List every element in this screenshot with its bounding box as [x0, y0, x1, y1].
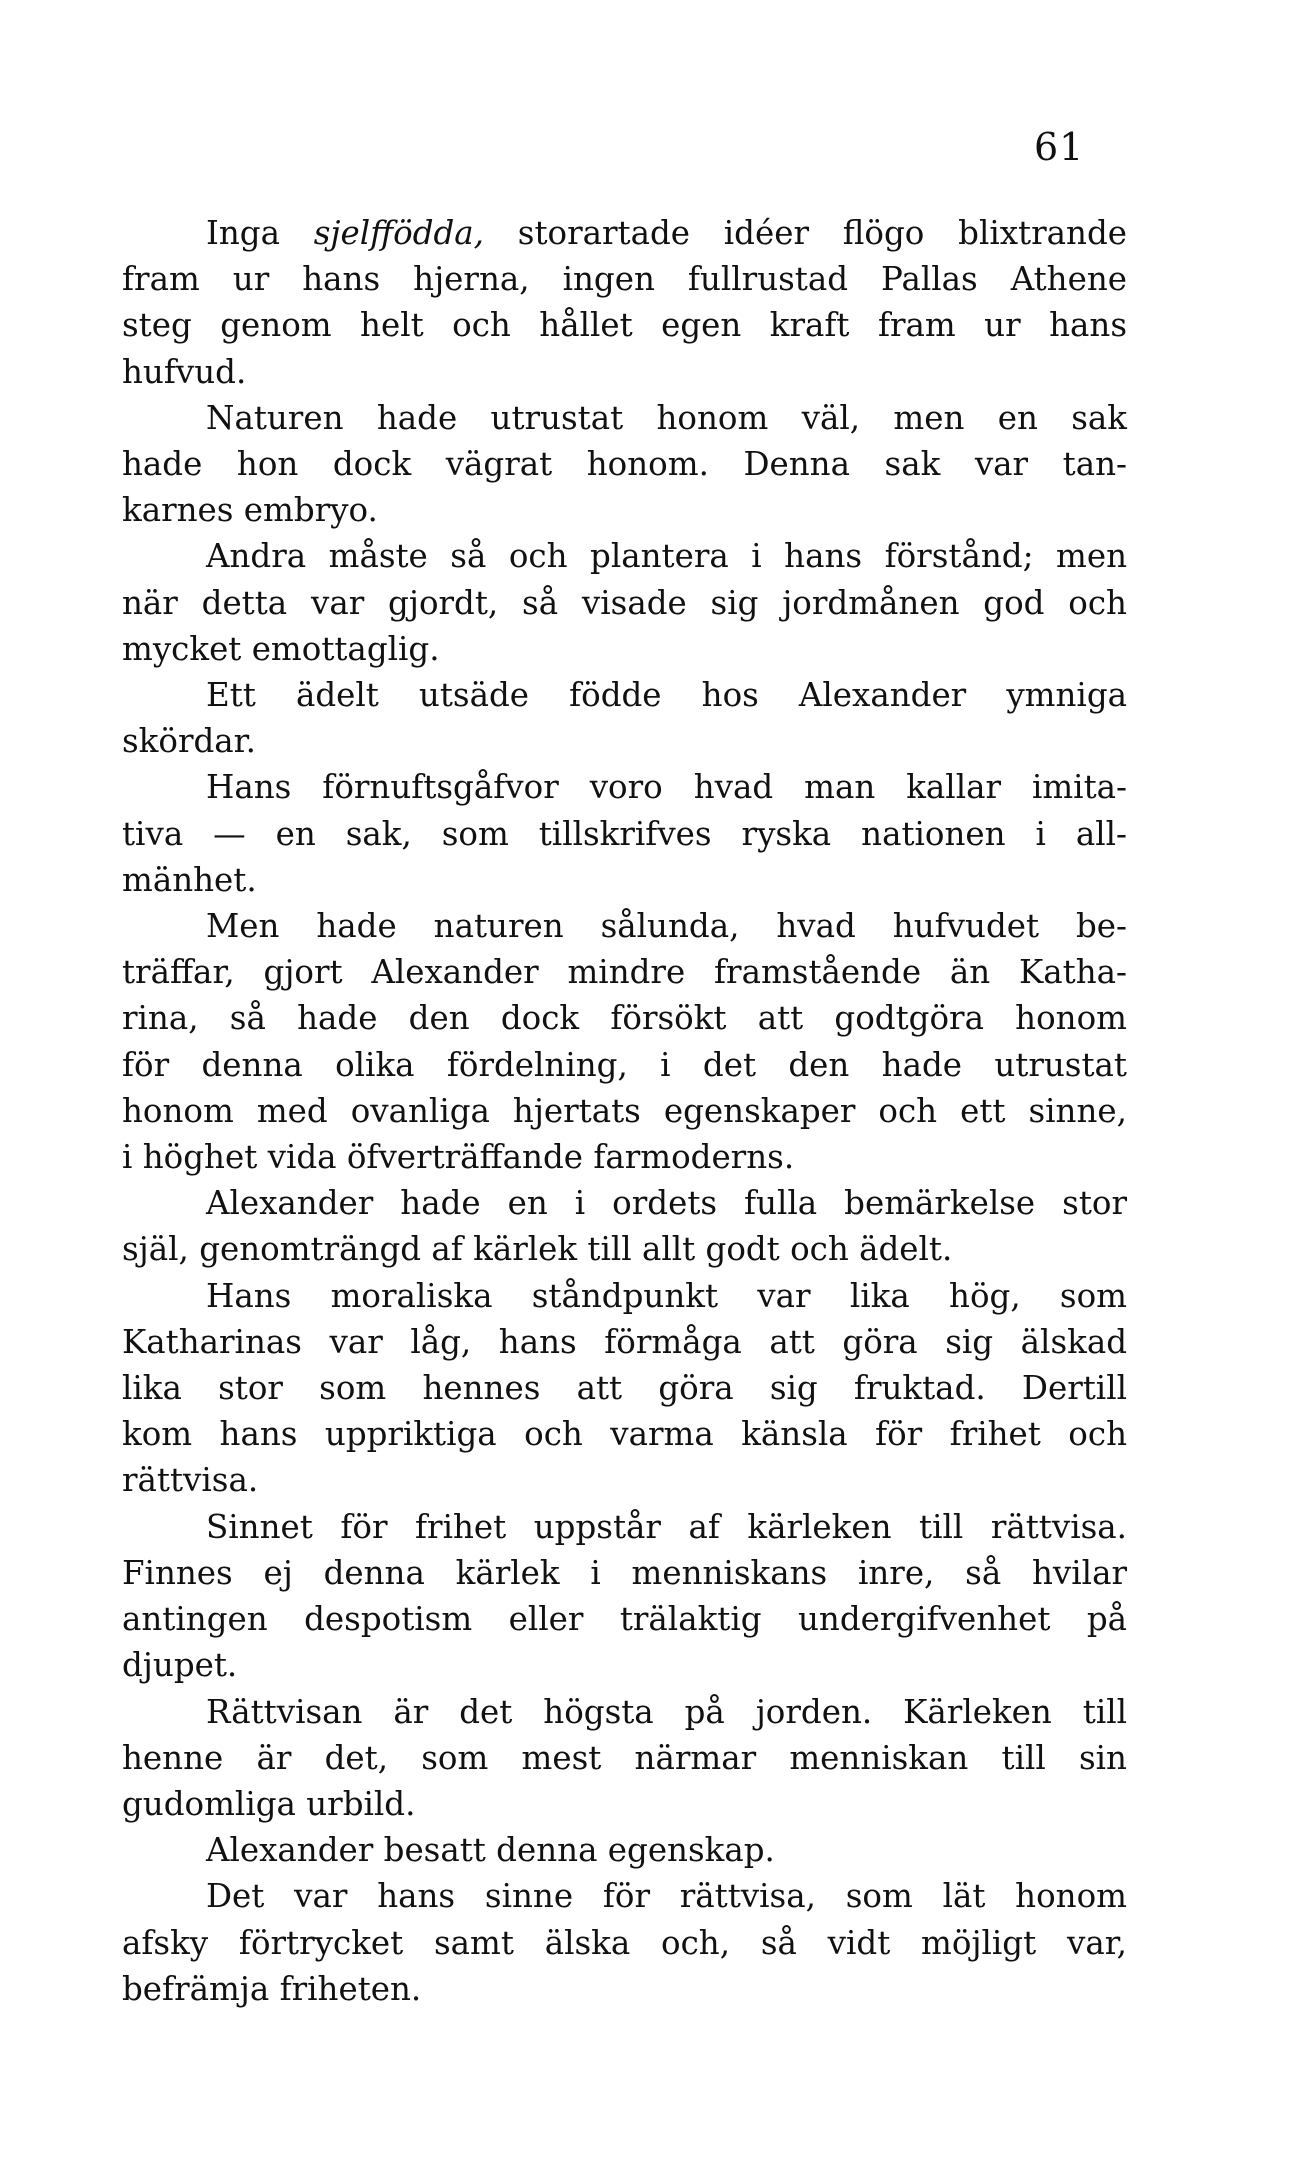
- text-line: lika stor som hennes att göra sig fruktad. Dertill: [122, 1369, 1127, 1408]
- paragraph: [122, 395, 1127, 534]
- text-line: Finnes ej denna kärlek i menniskans inre, så hvilar: [122, 1553, 1127, 1592]
- text-line: träffar, gjort Alexander mindre framstående än Katha-: [122, 953, 1127, 992]
- text-segment: Inga: [206, 214, 314, 252]
- paragraph: [122, 1689, 1127, 1828]
- text-line: Alexander besatt denna egenskap.: [206, 1831, 775, 1870]
- text-line: Alexander hade en i ordets fulla bemärkelse stor: [206, 1184, 1127, 1223]
- paragraph: [122, 764, 1127, 903]
- text-line: gudomliga urbild.: [122, 1784, 416, 1823]
- paragraph: [122, 672, 1127, 764]
- text-line: skördar.: [122, 722, 256, 761]
- text-line: hade hon dock vägrat honom. Denna sak var tan-: [122, 445, 1127, 484]
- text-line: tiva — en sak, som tillskrifves ryska nationen i all-: [122, 814, 1127, 853]
- text-line: i höghet vida öfverträffande farmoderns.: [122, 1138, 795, 1177]
- text-line: Sinnet för frihet uppstår af kärleken till rättvisa.: [206, 1507, 1127, 1546]
- text-line: hufvud.: [122, 352, 247, 391]
- text-line: Men hade naturen sålunda, hvad hufvudet be-: [206, 907, 1127, 946]
- text-line: afsky förtrycket samt älska och, så vidt möjligt var,: [122, 1923, 1127, 1962]
- text-line: [122, 210, 1127, 256]
- text-line: djupet.: [122, 1646, 238, 1685]
- paragraph: [122, 1180, 1127, 1272]
- text-line: befrämja friheten.: [122, 1969, 422, 2008]
- text-line: Hans förnuftsgåfvor voro hvad man kallar imita-: [206, 768, 1127, 807]
- text-line: mycket emottaglig.: [122, 629, 440, 668]
- text-line: Det var hans sinne för rättvisa, som lät honom: [206, 1877, 1127, 1916]
- text-line: Katharinas var låg, hans förmåga att göra sig älskad: [122, 1322, 1127, 1361]
- paragraph: [122, 533, 1127, 672]
- text-line: Rättvisan är det högsta på jorden. Kärleken till: [206, 1692, 1127, 1731]
- paragraph: [122, 903, 1127, 1180]
- text-line: rina, så hade den dock försökt att godtgöra honom: [122, 999, 1127, 1038]
- text-line: steg genom helt och hållet egen kraft fram ur hans: [122, 306, 1127, 345]
- italic-word: sjelffödda,: [313, 214, 485, 252]
- text-line: honom med ovanliga hjertats egenskaper och ett sinne,: [122, 1091, 1127, 1130]
- paragraph: [122, 1827, 1127, 1873]
- text-line: när detta var gjordt, så visade sig jordmånen god och: [122, 583, 1127, 622]
- paragraph: [122, 210, 1127, 395]
- body-text: [122, 210, 1127, 2012]
- text-line: Naturen hade utrustat honom väl, men en sak: [206, 398, 1127, 437]
- text-line: kom hans uppriktiga och varma känsla för frihet och: [122, 1415, 1127, 1454]
- text-line: Andra måste så och plantera i hans förstånd; men: [206, 537, 1127, 576]
- paragraph: [122, 1504, 1127, 1689]
- text-line: antingen despotism eller trälaktig undergifvenhet på: [122, 1600, 1127, 1639]
- text-line: Hans moraliska ståndpunkt var lika hög, som: [206, 1276, 1127, 1315]
- page-number: 61: [1034, 125, 1085, 169]
- text-line: själ, genomträngd af kärlek till allt godt och ädelt.: [122, 1230, 953, 1269]
- text-line: rättvisa.: [122, 1461, 259, 1500]
- text-line: mänhet.: [122, 860, 257, 899]
- text-line: karnes embryo.: [122, 491, 378, 530]
- text-line: henne är det, som mest närmar menniskan till sin: [122, 1738, 1127, 1777]
- text-line: fram ur hans hjerna, ingen fullrustad Pallas Athene: [122, 260, 1127, 299]
- text-segment: storartade idéer flögo blixtrande: [484, 214, 1127, 252]
- paragraph: [122, 1273, 1127, 1504]
- text-line: för denna olika fördelning, i det den hade utrustat: [122, 1045, 1127, 1084]
- text-line: Ett ädelt utsäde födde hos Alexander ymniga: [206, 676, 1127, 715]
- paragraph: [122, 1873, 1127, 2012]
